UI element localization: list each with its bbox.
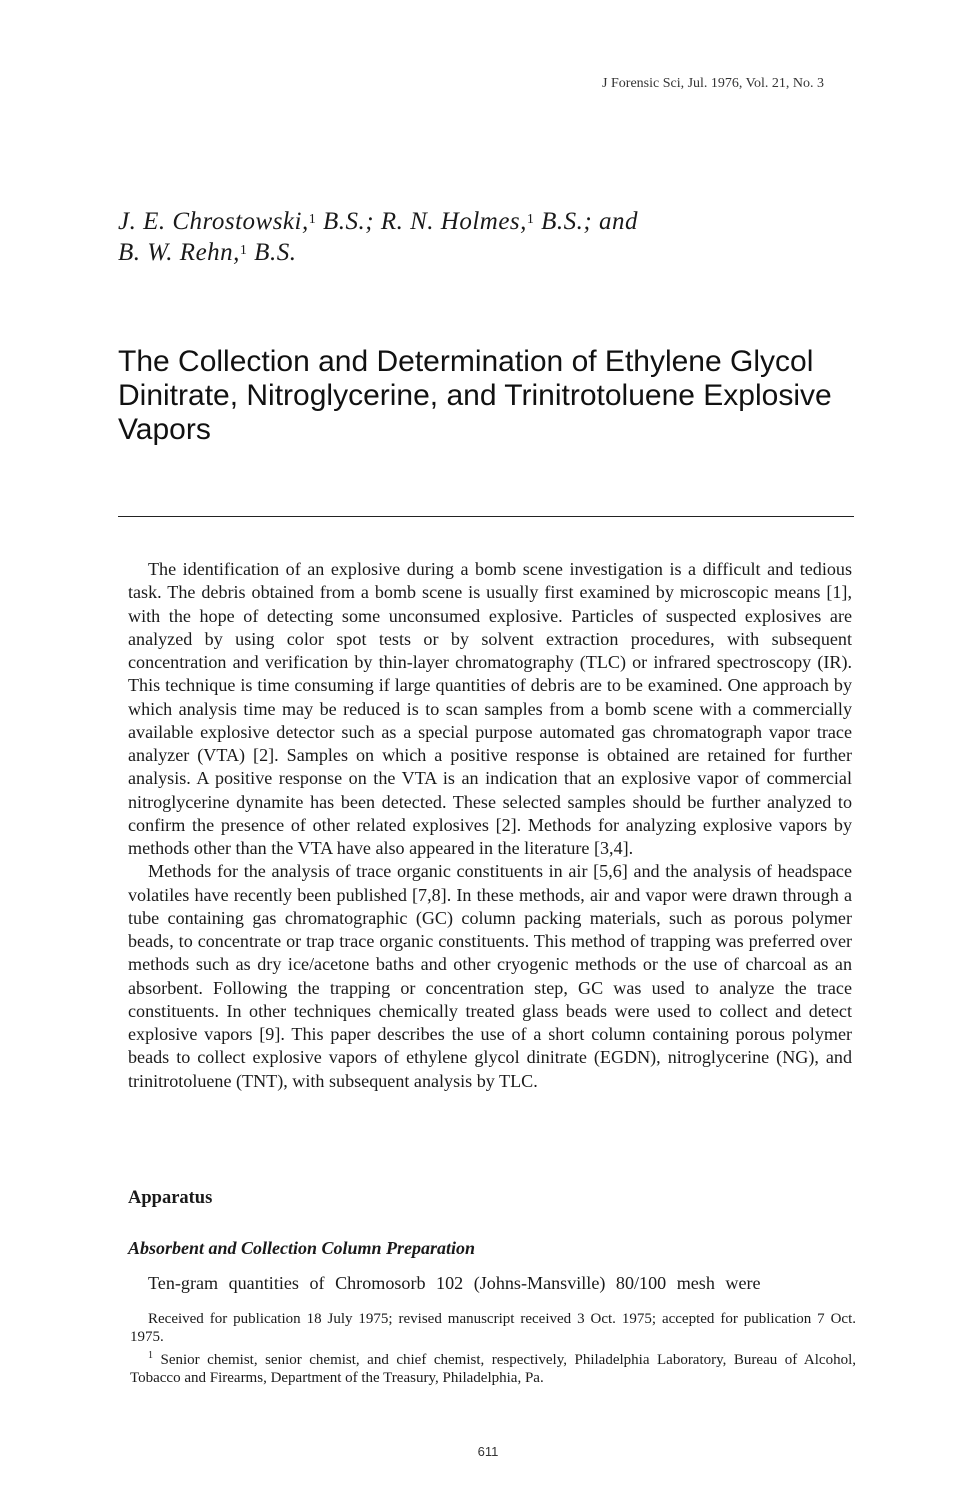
author-name: R. N. Holmes, — [380, 208, 527, 235]
footnotes — [130, 1311, 856, 1387]
section-heading: Apparatus — [128, 1188, 213, 1208]
author-list — [118, 206, 638, 268]
journal-citation: J Forensic Sci, Jul. 1976, Vol. 21, No. 3 — [602, 76, 824, 91]
page-number: 611 — [477, 1444, 499, 1459]
body-paragraph: Ten-gram quantities of Chromosorb 102 (Johns-Mansville) 80/100 mesh were — [148, 1273, 761, 1293]
affiliation-marker: 1 — [239, 243, 248, 258]
footnote-received: Received for publication 18 July 1975; revised manuscript received 3 Oct. 1975; accepted for publication 7 Oct. 1975. — [130, 1311, 856, 1345]
footnote-marker: 1 — [148, 1350, 153, 1361]
article-title: The Collection and Determination of Ethylene Glycol Dinitrate, Nitroglycerine, and Trinitrotoluene Explosive Vapors — [118, 345, 832, 446]
affiliation-marker: 1 — [308, 212, 317, 227]
author-name: B. W. Rehn, — [118, 239, 240, 266]
article-body — [128, 558, 852, 1093]
author-degree: B.S.; and — [534, 208, 639, 235]
author-degree: B.S. — [247, 239, 297, 266]
subsection-heading: Absorbent and Collection Column Preparation — [128, 1238, 476, 1258]
title-divider — [118, 516, 854, 517]
body-paragraph: The identification of an explosive during a bomb scene investigation is a difficult and tedious task. The debris obtained from a bomb scene is usually first examined by microscopic means [1], with the hope of detecting some unconsumed explosive. Particles of suspected explosives are analyzed by using color spot tests or by solvent extraction procedures, with subsequent concentration and verification by thin-layer chromatography (TLC) or infrared spectroscopy (IR). This technique is time consuming if large quantities of debris are to be examined. One approach by which analysis time may be reduced is to scan samples from a bomb scene with a commercially available explosive detector such as a special purpose automated gas chromatograph vapor trace analyzer (VTA) [2]. Samples on which a positive response is obtained are retained for further analysis. A positive response on the VTA is an indication that an explosive vapor of commercial nitroglycerine dynamite has been detected. These selected samples should be further analyzed to confirm the presence of other related explosives [2]. Methods for analyzing explosive vapors by methods other than the VTA have also appeared in the literature [3,4]. — [128, 559, 852, 858]
author-name: J. E. Chrostowski, — [118, 208, 309, 235]
author-degree: B.S.; — [316, 208, 381, 235]
affiliation-marker: 1 — [526, 212, 535, 227]
footnote-affiliation — [130, 1347, 856, 1387]
body-paragraph: Methods for the analysis of trace organic constituents in air [5,6] and the analysis of headspace volatiles have recently been published [7,8]. In these methods, air and vapor were drawn through a tube containing gas chromatographic (GC) column packing materials, such as porous polymer beads, to concentrate or trap trace organic constituents. This method of trapping was preferred over methods such as dry ice/acetone baths and other cryogenic methods or the use of charcoal as an absorbent. Following the trapping or concentration step, GC was used to analyze the trace constituents. In other techniques chemically treated glass beads were used to collect and detect explosive vapors [9]. This paper describes the use of a short column containing porous polymer beads to collect explosive vapors of ethylene glycol dinitrate (EGDN), nitroglycerine (NG), and trinitrotoluene (TNT), with subsequent analysis by TLC. — [128, 861, 852, 1091]
footnote-affiliation-text: Senior chemist, senior chemist, and chief chemist, respectively, Philadelphia Laboratory, Bureau of Alcohol, Tobacco and Firearms, Department of the Treasury, Philadelphia, Pa. — [130, 1352, 856, 1386]
